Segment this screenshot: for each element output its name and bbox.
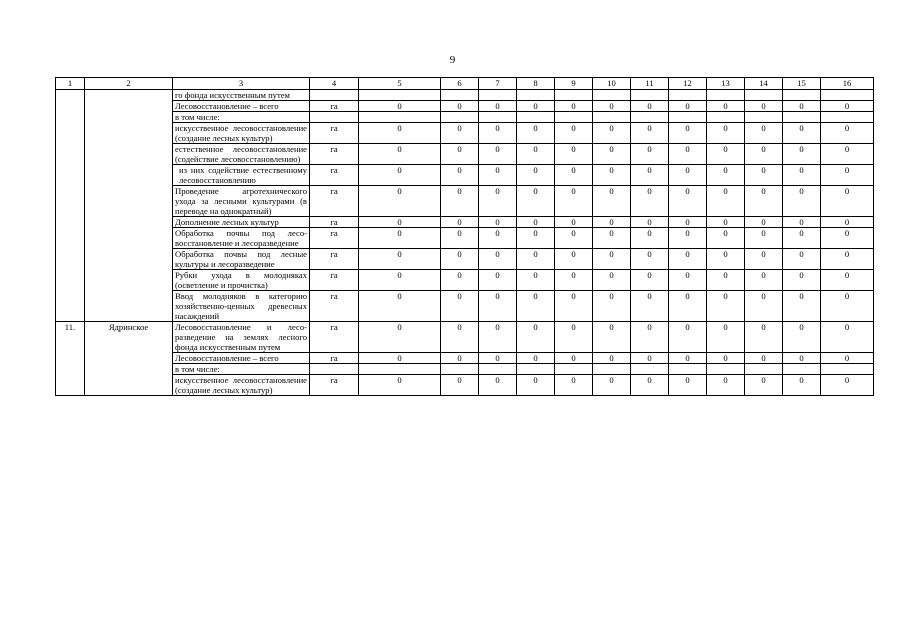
value-cell: 0 (479, 101, 517, 112)
forestry-name-cell (85, 217, 173, 228)
value-cell: 0 (631, 270, 669, 291)
unit-cell: га (310, 353, 359, 364)
value-cell: 0 (783, 228, 821, 249)
value-cell: 0 (479, 144, 517, 165)
row-number-cell: 11. (56, 322, 85, 353)
unit-cell: га (310, 228, 359, 249)
value-cell: 0 (593, 123, 631, 144)
activity-description-cell: Лесовосстановление и лесоразведение на землях лесного фонда искусственным путем (173, 322, 310, 353)
value-cell: 0 (745, 217, 783, 228)
value-cell: 0 (593, 322, 631, 353)
value-cell: 0 (745, 144, 783, 165)
value-cell: 0 (707, 322, 745, 353)
table-row (56, 123, 874, 144)
column-header: 13 (707, 78, 745, 90)
value-cell: 0 (359, 249, 441, 270)
value-cell: 0 (631, 291, 669, 322)
value-cell: 0 (631, 186, 669, 217)
row-number-cell (56, 165, 85, 186)
column-header: 8 (517, 78, 555, 90)
table-row (56, 291, 874, 322)
value-cell: 0 (517, 353, 555, 364)
value-cell: 0 (517, 186, 555, 217)
value-cell (593, 112, 631, 123)
table-row (56, 217, 874, 228)
value-cell (479, 112, 517, 123)
value-cell: 0 (631, 353, 669, 364)
value-cell: 0 (593, 375, 631, 396)
forestry-name-cell (85, 375, 173, 396)
value-cell: 0 (555, 144, 593, 165)
value-cell: 0 (783, 322, 821, 353)
value-cell: 0 (593, 353, 631, 364)
table-row (56, 249, 874, 270)
table-row (56, 270, 874, 291)
row-number-cell (56, 144, 85, 165)
value-cell: 0 (783, 123, 821, 144)
value-cell: 0 (783, 375, 821, 396)
value-cell (669, 112, 707, 123)
value-cell: 0 (707, 217, 745, 228)
row-number-cell (56, 228, 85, 249)
column-header: 3 (173, 78, 310, 90)
unit-cell: га (310, 186, 359, 217)
value-cell: 0 (669, 101, 707, 112)
value-cell (517, 90, 555, 101)
column-header: 12 (669, 78, 707, 90)
value-cell: 0 (707, 375, 745, 396)
value-cell: 0 (821, 322, 874, 353)
table-row (56, 144, 874, 165)
value-cell: 0 (517, 270, 555, 291)
row-number-cell (56, 101, 85, 112)
value-cell: 0 (555, 375, 593, 396)
activity-description-cell: Обработка почвы под лесные культуры и лесоразведение (173, 249, 310, 270)
value-cell: 0 (479, 217, 517, 228)
value-cell: 0 (745, 101, 783, 112)
value-cell: 0 (631, 144, 669, 165)
value-cell: 0 (479, 165, 517, 186)
forestry-name-cell (85, 291, 173, 322)
row-number-cell (56, 90, 85, 101)
forestry-name-cell (85, 228, 173, 249)
activity-description-cell: Дополнение лесных культур (173, 217, 310, 228)
value-cell: 0 (821, 186, 874, 217)
value-cell: 0 (669, 165, 707, 186)
value-cell: 0 (517, 123, 555, 144)
value-cell: 0 (517, 101, 555, 112)
value-cell: 0 (631, 101, 669, 112)
table-row (56, 322, 874, 353)
row-number-cell (56, 112, 85, 123)
value-cell (669, 90, 707, 101)
table-row (56, 228, 874, 249)
value-cell (783, 112, 821, 123)
column-header: 16 (821, 78, 874, 90)
value-cell: 0 (517, 249, 555, 270)
value-cell: 0 (479, 322, 517, 353)
value-cell (593, 90, 631, 101)
value-cell (479, 364, 517, 375)
value-cell: 0 (555, 101, 593, 112)
value-cell: 0 (707, 228, 745, 249)
value-cell (479, 90, 517, 101)
table-row (56, 90, 874, 101)
value-cell: 0 (359, 375, 441, 396)
row-number-cell (56, 353, 85, 364)
value-cell: 0 (555, 123, 593, 144)
forestry-name-cell (85, 270, 173, 291)
value-cell: 0 (359, 144, 441, 165)
value-cell: 0 (517, 217, 555, 228)
value-cell: 0 (669, 186, 707, 217)
value-cell: 0 (707, 249, 745, 270)
value-cell: 0 (593, 165, 631, 186)
value-cell: 0 (783, 217, 821, 228)
value-cell: 0 (555, 270, 593, 291)
value-cell: 0 (359, 291, 441, 322)
activity-description-cell: в том числе: (173, 112, 310, 123)
value-cell: 0 (707, 270, 745, 291)
value-cell (359, 364, 441, 375)
column-header: 4 (310, 78, 359, 90)
column-header: 9 (555, 78, 593, 90)
value-cell: 0 (783, 144, 821, 165)
value-cell: 0 (479, 353, 517, 364)
value-cell: 0 (707, 186, 745, 217)
value-cell: 0 (821, 228, 874, 249)
value-cell: 0 (593, 291, 631, 322)
forestry-name-cell (85, 249, 173, 270)
value-cell: 0 (745, 322, 783, 353)
value-cell (821, 364, 874, 375)
value-cell: 0 (359, 322, 441, 353)
unit-cell: га (310, 101, 359, 112)
value-cell: 0 (745, 291, 783, 322)
column-header: 6 (441, 78, 479, 90)
value-cell: 0 (631, 249, 669, 270)
value-cell: 0 (783, 165, 821, 186)
table-body (56, 90, 874, 396)
value-cell: 0 (783, 101, 821, 112)
value-cell: 0 (555, 322, 593, 353)
value-cell: 0 (593, 270, 631, 291)
forestry-name-cell (85, 353, 173, 364)
page-number: 9 (449, 54, 456, 66)
value-cell: 0 (745, 353, 783, 364)
value-cell: 0 (783, 186, 821, 217)
activity-description-cell: Ввод молодняков в категорию хозяйственно-ценных древесных насаждений (173, 291, 310, 322)
value-cell (707, 90, 745, 101)
value-cell: 0 (441, 249, 479, 270)
value-cell: 0 (669, 228, 707, 249)
value-cell: 0 (441, 123, 479, 144)
value-cell: 0 (555, 228, 593, 249)
value-cell: 0 (745, 375, 783, 396)
value-cell: 0 (707, 123, 745, 144)
column-header: 5 (359, 78, 441, 90)
value-cell: 0 (479, 186, 517, 217)
value-cell (359, 90, 441, 101)
unit-cell: га (310, 375, 359, 396)
activity-description-cell: естественное лесовосстановление (содействие лесовосстановлению) (173, 144, 310, 165)
unit-cell (310, 90, 359, 101)
value-cell (441, 364, 479, 375)
activity-description-cell: Проведение агротехнического ухода за лесными культурами (в переводе на однократный) (173, 186, 310, 217)
value-cell (783, 364, 821, 375)
value-cell: 0 (441, 186, 479, 217)
value-cell: 0 (517, 291, 555, 322)
value-cell (517, 112, 555, 123)
value-cell: 0 (707, 353, 745, 364)
value-cell: 0 (707, 144, 745, 165)
unit-cell: га (310, 322, 359, 353)
value-cell: 0 (517, 144, 555, 165)
value-cell: 0 (669, 322, 707, 353)
table-row (56, 375, 874, 396)
value-cell: 0 (555, 217, 593, 228)
value-cell: 0 (821, 101, 874, 112)
value-cell: 0 (479, 291, 517, 322)
value-cell: 0 (479, 270, 517, 291)
value-cell: 0 (669, 249, 707, 270)
table-row (56, 364, 874, 375)
value-cell: 0 (821, 353, 874, 364)
value-cell: 0 (669, 217, 707, 228)
value-cell: 0 (631, 322, 669, 353)
value-cell: 0 (441, 228, 479, 249)
value-cell: 0 (593, 217, 631, 228)
value-cell: 0 (359, 228, 441, 249)
table-row (56, 353, 874, 364)
value-cell: 0 (707, 291, 745, 322)
row-number-cell (56, 270, 85, 291)
value-cell (821, 90, 874, 101)
value-cell: 0 (631, 375, 669, 396)
activity-description-cell: Обработка почвы под лесовосстановление и лесоразведение (173, 228, 310, 249)
value-cell (555, 364, 593, 375)
value-cell: 0 (441, 270, 479, 291)
unit-cell: га (310, 249, 359, 270)
value-cell: 0 (821, 375, 874, 396)
value-cell: 0 (479, 375, 517, 396)
value-cell: 0 (441, 217, 479, 228)
forestry-name-cell (85, 144, 173, 165)
forestry-name-cell (85, 165, 173, 186)
value-cell: 0 (441, 165, 479, 186)
value-cell (517, 364, 555, 375)
value-cell: 0 (745, 270, 783, 291)
value-cell: 0 (359, 353, 441, 364)
activity-description-cell: Рубки ухода в молодняках (осветление и прочистка) (173, 270, 310, 291)
value-cell: 0 (821, 291, 874, 322)
unit-cell: га (310, 291, 359, 322)
value-cell: 0 (441, 101, 479, 112)
value-cell (707, 112, 745, 123)
row-number-cell (56, 291, 85, 322)
forestry-name-cell (85, 101, 173, 112)
unit-cell: га (310, 123, 359, 144)
value-cell: 0 (479, 123, 517, 144)
value-cell (631, 90, 669, 101)
value-cell: 0 (593, 144, 631, 165)
unit-cell: га (310, 270, 359, 291)
value-cell: 0 (359, 165, 441, 186)
value-cell: 0 (669, 144, 707, 165)
activity-description-cell: го фонда искусственным путем (173, 90, 310, 101)
value-cell: 0 (593, 249, 631, 270)
unit-cell (310, 112, 359, 123)
value-cell: 0 (821, 270, 874, 291)
value-cell (441, 112, 479, 123)
value-cell (631, 112, 669, 123)
value-cell: 0 (555, 291, 593, 322)
value-cell: 0 (745, 123, 783, 144)
value-cell: 0 (555, 165, 593, 186)
value-cell: 0 (821, 144, 874, 165)
value-cell (555, 90, 593, 101)
column-header: 10 (593, 78, 631, 90)
activity-description-cell: в том числе: (173, 364, 310, 375)
value-cell: 0 (517, 228, 555, 249)
column-header: 7 (479, 78, 517, 90)
value-cell: 0 (359, 270, 441, 291)
activity-description-cell: из них содействие естественному лесовосстановлению (173, 165, 310, 186)
table-row (56, 101, 874, 112)
forestry-name-cell (85, 186, 173, 217)
value-cell (593, 364, 631, 375)
value-cell: 0 (707, 101, 745, 112)
column-header: 11 (631, 78, 669, 90)
value-cell: 0 (783, 249, 821, 270)
value-cell: 0 (821, 123, 874, 144)
table-row (56, 165, 874, 186)
forestry-name-cell (85, 90, 173, 101)
row-number-cell (56, 217, 85, 228)
value-cell: 0 (669, 353, 707, 364)
value-cell: 0 (479, 228, 517, 249)
value-cell: 0 (669, 270, 707, 291)
value-cell: 0 (745, 186, 783, 217)
unit-cell (310, 364, 359, 375)
value-cell: 0 (821, 249, 874, 270)
row-number-cell (56, 249, 85, 270)
value-cell: 0 (821, 217, 874, 228)
value-cell: 0 (745, 249, 783, 270)
row-number-cell (56, 375, 85, 396)
column-number-row (56, 78, 874, 90)
value-cell: 0 (783, 353, 821, 364)
value-cell (555, 112, 593, 123)
activity-description-cell: искусственное лесовосстановление (создание лесных культур) (173, 123, 310, 144)
column-header: 15 (783, 78, 821, 90)
activity-description-cell: искусственное лесовосстановление (создание лесных культур) (173, 375, 310, 396)
value-cell (745, 364, 783, 375)
value-cell: 0 (555, 186, 593, 217)
value-cell: 0 (441, 322, 479, 353)
value-cell: 0 (441, 375, 479, 396)
value-cell: 0 (593, 186, 631, 217)
forestry-name-cell: Ядринское (85, 322, 173, 353)
unit-cell: га (310, 144, 359, 165)
value-cell: 0 (745, 228, 783, 249)
value-cell: 0 (359, 123, 441, 144)
value-cell: 0 (517, 165, 555, 186)
value-cell: 0 (669, 123, 707, 144)
value-cell: 0 (631, 165, 669, 186)
value-cell (359, 112, 441, 123)
forestry-name-cell (85, 364, 173, 375)
row-number-cell (56, 123, 85, 144)
value-cell: 0 (669, 291, 707, 322)
activity-description-cell: Лесовосстановление – всего (173, 101, 310, 112)
value-cell: 0 (707, 165, 745, 186)
value-cell: 0 (783, 291, 821, 322)
value-cell: 0 (441, 144, 479, 165)
forest-restoration-table (55, 77, 874, 396)
value-cell: 0 (631, 217, 669, 228)
value-cell (821, 112, 874, 123)
value-cell (669, 364, 707, 375)
value-cell: 0 (359, 217, 441, 228)
value-cell (745, 112, 783, 123)
activity-description-cell: Лесовосстановление – всего (173, 353, 310, 364)
forestry-name-cell (85, 112, 173, 123)
value-cell (745, 90, 783, 101)
value-cell: 0 (783, 270, 821, 291)
value-cell: 0 (517, 322, 555, 353)
value-cell: 0 (441, 353, 479, 364)
value-cell: 0 (441, 291, 479, 322)
row-number-cell (56, 186, 85, 217)
value-cell: 0 (669, 375, 707, 396)
value-cell: 0 (631, 123, 669, 144)
value-cell: 0 (631, 228, 669, 249)
column-header: 14 (745, 78, 783, 90)
value-cell (783, 90, 821, 101)
row-number-cell (56, 364, 85, 375)
table-row (56, 112, 874, 123)
value-cell (441, 90, 479, 101)
value-cell: 0 (359, 101, 441, 112)
unit-cell: га (310, 217, 359, 228)
table-row (56, 186, 874, 217)
value-cell (707, 364, 745, 375)
value-cell: 0 (821, 165, 874, 186)
column-header: 1 (56, 78, 85, 90)
value-cell (631, 364, 669, 375)
value-cell: 0 (555, 249, 593, 270)
value-cell: 0 (479, 249, 517, 270)
column-header: 2 (85, 78, 173, 90)
forestry-name-cell (85, 123, 173, 144)
value-cell: 0 (593, 228, 631, 249)
value-cell: 0 (517, 375, 555, 396)
unit-cell: га (310, 165, 359, 186)
value-cell: 0 (555, 353, 593, 364)
value-cell: 0 (359, 186, 441, 217)
value-cell: 0 (593, 101, 631, 112)
value-cell: 0 (745, 165, 783, 186)
